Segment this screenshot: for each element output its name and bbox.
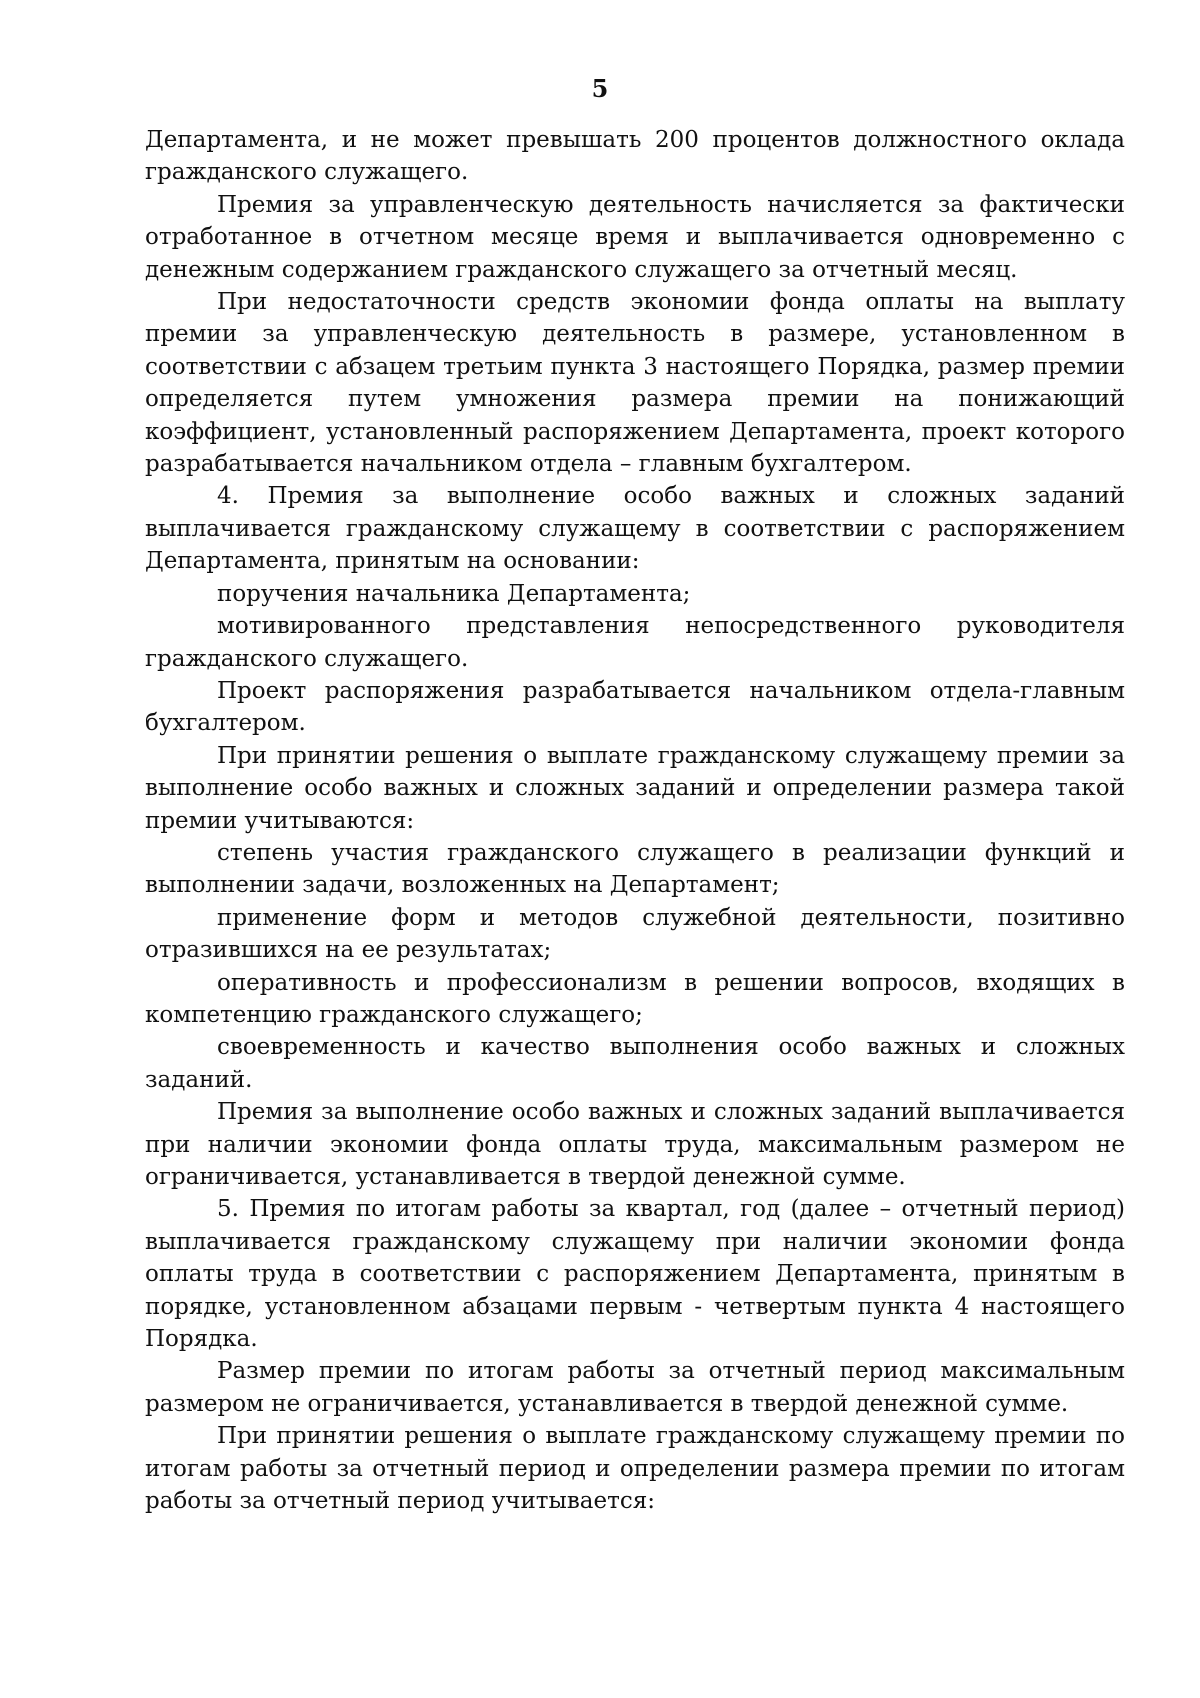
- document-body: [145, 124, 1125, 1517]
- paragraph-insufficient-funds: При недостаточности средств экономии фонда оплаты на выплату премии за управленческую деятельность в размере, установленном в соответствии с абзацем третьим пункта 3 настоящего Порядка, размер премии определяется путем умножения размера премии на понижающий коэффициент, установленный распоряжением Департамента, проект которого разрабатывается начальником отдела – главным бухгалтером.: [145, 289, 1125, 478]
- paragraph-basis-submission: мотивированного представления непосредственного руководителя гражданского служащего.: [145, 613, 1125, 672]
- paragraph-period-bonus-size: Размер премии по итогам работы за отчетный период максимальным размером не ограничивается, устанавливается в твердой денежной сумме.: [145, 1358, 1125, 1417]
- page-number: 5: [591, 74, 609, 103]
- paragraph-clause-5: 5. Премия по итогам работы за квартал, год (далее – отчетный период) выплачивается гражданскому служащему при наличии экономии фонда оплаты труда в соответствии с распоряжением Департамента, принятым в порядке, установленном абзацами первым - четвертым пункта 4 настоящего Порядка.: [145, 1196, 1125, 1353]
- paragraph-factor-timeliness: своевременность и качество выполнения особо важных и сложных заданий.: [145, 1034, 1125, 1093]
- paragraph-basis-instruction: поручения начальника Департамента;: [217, 580, 691, 607]
- paragraph-factor-participation: степень участия гражданского служащего в реализации функций и выполнении задачи, возложенных на Департамент;: [145, 839, 1125, 899]
- paragraph-clause-4: 4. Премия за выполнение особо важных и сложных заданий выплачивается гражданскому служащему в соответствии с распоряжением Департамента, принятым на основании:: [145, 483, 1125, 575]
- paragraph-special-tasks-bonus-payment: Премия за выполнение особо важных и сложных заданий выплачивается при наличии экономии фонда оплаты труда, максимальным размером не ограничивается, устанавливается в твердой денежной сумме.: [145, 1099, 1125, 1190]
- paragraph-draft-order: Проект распоряжения разрабатывается начальником отдела-главным бухгалтером.: [145, 677, 1125, 737]
- paragraph-management-bonus-accrual: Премия за управленческую деятельность начисляется за фактически отработанное в отчетном месяце время и выплачивается одновременно с денежным содержанием гражданского служащего за отчетный месяц.: [145, 191, 1125, 283]
- paragraph-factor-efficiency: оперативность и профессионализм в решении вопросов, входящих в компетенцию гражданского служащего;: [145, 969, 1125, 1028]
- paragraph-decision-factors: При принятии решения о выплате гражданскому служащему премии за выполнение особо важных и сложных заданий и определении размера такой премии учитываются:: [145, 742, 1125, 834]
- paragraph-continuation: Департамента, и не может превышать 200 процентов должностного оклада гражданского служащего.: [145, 127, 1125, 186]
- paragraph-factor-methods: применение форм и методов служебной деятельности, позитивно отразившихся на ее результатах;: [145, 904, 1125, 964]
- paragraph-period-bonus-factors: При принятии решения о выплате гражданскому служащему премии по итогам работы за отчетный период и определении размера премии по итогам работы за отчетный период учитывается:: [145, 1423, 1125, 1515]
